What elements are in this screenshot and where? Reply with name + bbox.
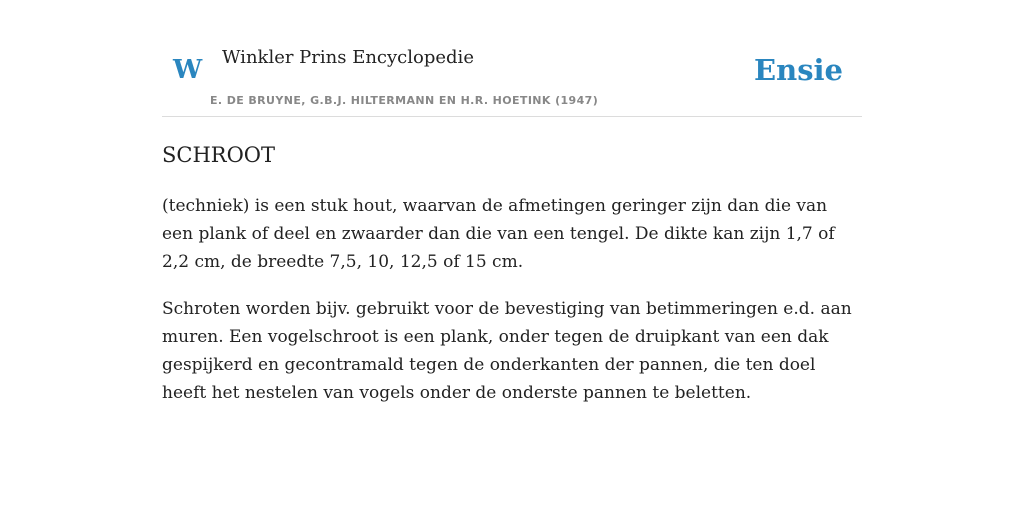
article [162,138,862,407]
article-paragraph: Schroten worden bijv. gebruikt voor de bevestiging van betimmeringen e.d. aan muren. Een vogelschroot is een plank, onder tegen de druipkant van een dak gespijkerd en gecontramald tegen de onderkanten der pannen, die ten doel heeft het nestelen van vogels onder de onderste pannen te beletten. [162,299,852,403]
ensie-logo[interactable]: Ensie [754,53,843,87]
source-title[interactable]: Winkler Prins Encyclopedie [222,47,474,68]
winkler-prins-logo[interactable]: W [173,55,203,85]
source-authors: E. DE BRUYNE, G.B.J. HILTERMANN EN H.R. HOETINK (1947) [210,94,599,107]
article-title: SCHROOT [162,143,276,167]
source-header [162,0,862,117]
article-paragraph: (techniek) is een stuk hout, waarvan de afmetingen geringer zijn dan die van een plank of deel en zwaarder dan die van een tengel. De dikte kan zijn 1,7 of 2,2 cm, de breedte 7,5, 10, 12,5 of 15 cm. [162,196,835,272]
